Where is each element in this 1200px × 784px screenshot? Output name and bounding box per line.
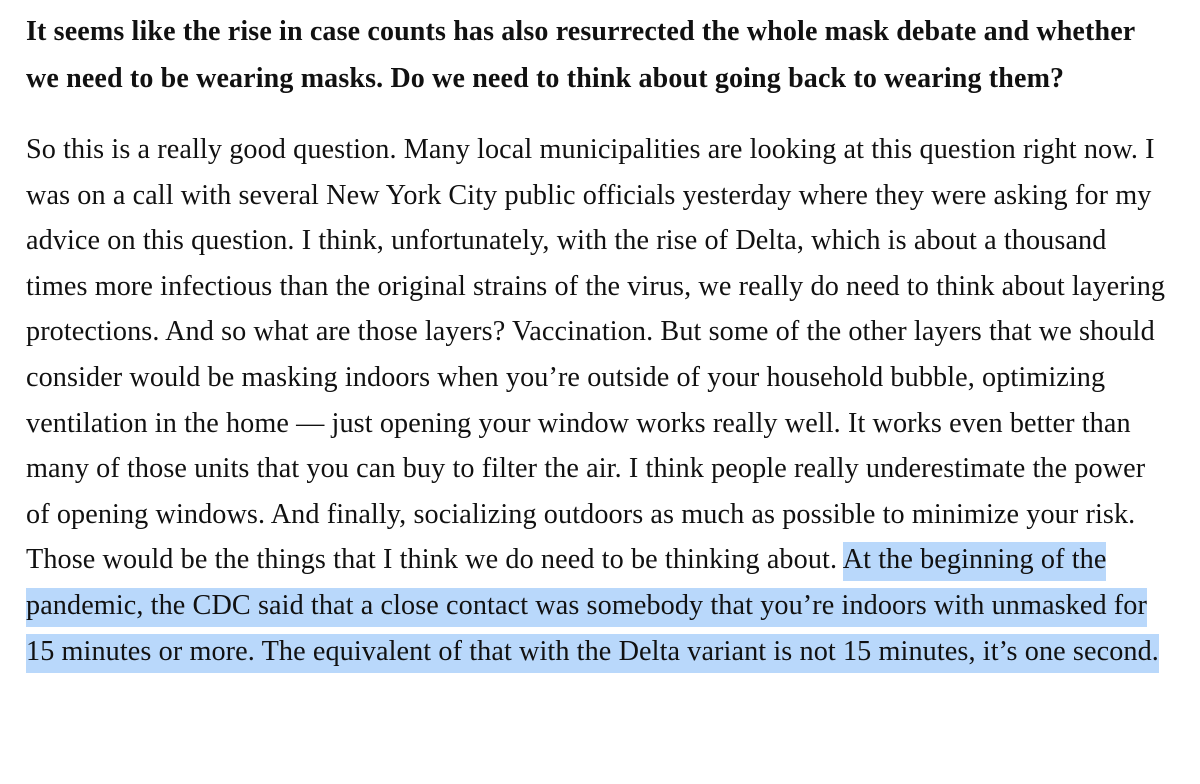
interview-question: It seems like the rise in case counts has also resurrected the whole mask debate and whether we need to be wearing masks. Do we need to think about going back to wearing them?	[26, 16, 1135, 94]
answer-text: So this is a really good question. Many local municipalities are looking at this question right now. I was on a call with several New York City public officials yesterday where they were asking for my advice on this question. I think, unfortunately, with the rise of Delta, which is about a thousand times more infectious than the original strains of the virus, we really do need to think about layering protections. And so what are those layers? Vaccination. But some of the other layers that we should consider would be masking indoors when you’re outside of your household bubble, optimizing ventilation in the home — just opening your window works really well. It works even better than many of those units that you can buy to filter the air. I think people really underestimate the power of opening windows. And finally, socializing outdoors as much as possible to minimize your risk. Those would be the things that I think we do need to be thinking about.	[26, 134, 1166, 576]
interview-answer	[26, 127, 1172, 674]
highlighted-text-selection[interactable]: At the beginning of the pandemic, the CDC said that a close contact was somebody that you’re indoors with unmasked for 15 minutes or more. The equivalent of that with the Delta variant is not 15 minutes, it’s one second.	[26, 542, 1159, 672]
